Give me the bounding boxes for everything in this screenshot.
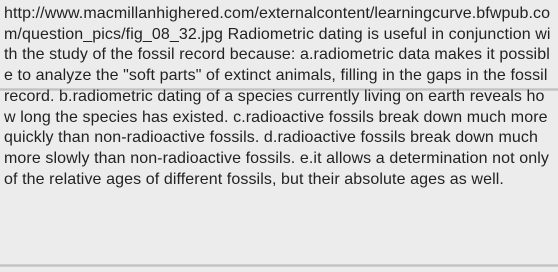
question-text: http://www.macmillanhighered.com/externalcontent/learningcurve.bfwpub.com/question_pics/fig_08_32.jpg Radiometric dating is useful in conjunction with the study of the fossil record because: a.radiometric data makes it possible to analyze the "soft parts" of extinct animals, filling in the gaps in the fossil record. b.radiometric dating of a species currently living on earth reveals how long the species has existed. c.radioactive fossils break down much more quickly than non-radioactive fossils. d.radioactive fossils break down much more slowly than non-radioactive fossils. e.it allows a determination not only of the relative ages of different fossils, but their absolute ages as well. (4, 5, 551, 188)
background-divider-bottom (0, 264, 558, 267)
